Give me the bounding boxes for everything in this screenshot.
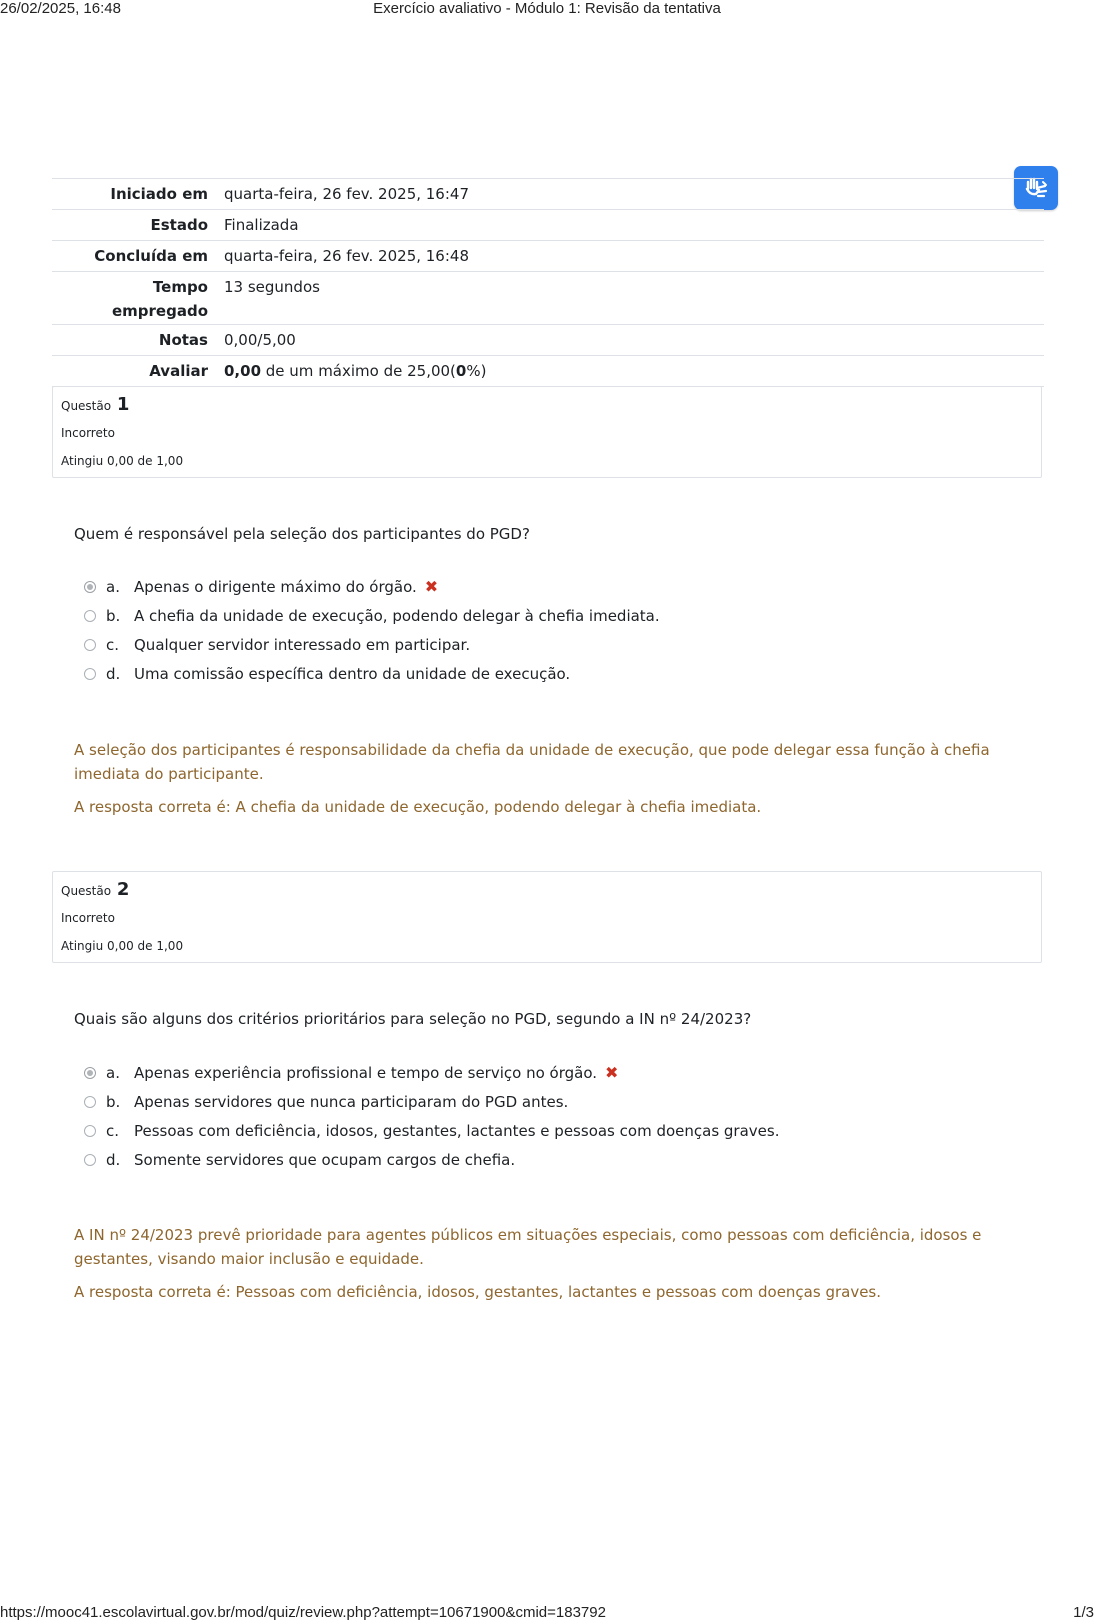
answer-text: A chefia da unidade de execução, podendo delegar à chefia imediata. xyxy=(134,606,660,625)
feedback-box xyxy=(74,1223,1014,1304)
summary-value: Finalizada xyxy=(224,216,299,234)
feedback-box xyxy=(74,738,1014,819)
question-number-value: 1 xyxy=(116,394,130,415)
radio-button[interactable] xyxy=(84,1154,96,1166)
question-info-box xyxy=(52,871,1042,963)
question-grade: Atingiu 0,00 de 1,00 xyxy=(61,939,184,953)
question-number xyxy=(61,391,1033,419)
summary-label: Iniciado em xyxy=(110,185,208,203)
answer-text: Apenas servidores que nunca participaram do PGD antes. xyxy=(134,1092,569,1111)
radio-selected[interactable] xyxy=(84,1067,96,1079)
answer-option[interactable] xyxy=(82,630,982,659)
question-number xyxy=(61,876,1033,904)
radio-button[interactable] xyxy=(84,668,96,680)
answer-option[interactable] xyxy=(82,572,982,601)
summary-value: 13 segundos xyxy=(224,278,320,296)
answer-text: Pessoas com deficiência, idosos, gestantes, lactantes e pessoas com doenças graves. xyxy=(134,1121,780,1140)
summary-row-started xyxy=(52,179,1044,210)
print-date: 26/02/2025, 16:48 xyxy=(0,0,121,17)
answer-letter: a. xyxy=(106,1063,120,1082)
summary-label: Avaliar xyxy=(149,362,208,380)
summary-label: Tempo empregado xyxy=(111,278,208,320)
answer-option[interactable] xyxy=(82,601,982,630)
question-label: Questão xyxy=(61,884,112,898)
radio-button[interactable] xyxy=(84,1096,96,1108)
summary-row-grade xyxy=(52,356,1044,387)
grade-middle: de um máximo de 25,00( xyxy=(261,362,456,380)
question-grade: Atingiu 0,00 de 1,00 xyxy=(61,454,184,468)
answer-text: Somente servidores que ocupam cargos de chefia. xyxy=(134,1150,516,1169)
radio-selected[interactable] xyxy=(84,581,96,593)
question-info-box xyxy=(52,386,1042,478)
radio-button[interactable] xyxy=(84,1125,96,1137)
answer-text: Apenas o dirigente máximo do órgão. xyxy=(134,577,417,596)
summary-row-completed xyxy=(52,241,1044,272)
answer-letter: b. xyxy=(106,606,121,625)
general-feedback: A seleção dos participantes é responsabilidade da chefia da unidade de execução, que pode delegar essa função à chefia imediata do participante. xyxy=(74,741,990,783)
print-header xyxy=(0,0,1094,18)
answer-text: Apenas experiência profissional e tempo de serviço no órgão. xyxy=(134,1063,598,1082)
general-feedback: A IN nº 24/2023 prevê prioridade para agentes públicos em situações especiais, como pessoas com deficiência, idosos e gestantes, visando maior inclusão e equidade. xyxy=(74,1226,982,1268)
question-state: Incorreto xyxy=(61,426,115,440)
answer-letter: d. xyxy=(106,664,121,683)
question-number-value: 2 xyxy=(116,879,130,900)
summary-label: Estado xyxy=(150,216,208,234)
print-url: https://mooc41.escolavirtual.gov.br/mod/quiz/review.php?attempt=10671900&cmid=183792 xyxy=(0,1604,606,1621)
attempt-summary-table xyxy=(52,178,1044,387)
print-title: Exercício avaliativo - Módulo 1: Revisão da tentativa xyxy=(373,0,721,17)
answer-text: Uma comissão específica dentro da unidade de execução. xyxy=(134,664,571,683)
answer-text: Qualquer servidor interessado em participar. xyxy=(134,635,471,654)
answer-option[interactable] xyxy=(82,659,982,688)
answer-option[interactable] xyxy=(82,1087,982,1116)
grade-end: %) xyxy=(466,362,487,380)
right-answer: A resposta correta é: Pessoas com deficiência, idosos, gestantes, lactantes e pessoas com doenças graves. xyxy=(74,1283,882,1301)
radio-button[interactable] xyxy=(84,610,96,622)
grade-score: 0,00 xyxy=(224,362,262,380)
summary-row-state xyxy=(52,210,1044,241)
incorrect-icon: ✖ xyxy=(605,1063,619,1082)
answer-option[interactable] xyxy=(82,1116,982,1145)
answer-letter: d. xyxy=(106,1150,121,1169)
answer-letter: c. xyxy=(106,1121,120,1140)
grade-percent: 0 xyxy=(455,362,467,380)
question-text: Quais são alguns dos critérios prioritários para seleção no PGD, segundo a IN nº 24/2023? xyxy=(74,1010,752,1028)
question-text: Quem é responsável pela seleção dos participantes do PGD? xyxy=(74,525,530,543)
answer-list xyxy=(82,572,982,688)
answer-option[interactable] xyxy=(82,1058,982,1087)
right-answer: A resposta correta é: A chefia da unidade de execução, podendo delegar à chefia imediata. xyxy=(74,798,762,816)
answer-option[interactable] xyxy=(82,1145,982,1174)
answer-list xyxy=(82,1058,982,1174)
answer-letter: b. xyxy=(106,1092,121,1111)
radio-button[interactable] xyxy=(84,639,96,651)
summary-label: Notas xyxy=(158,331,208,349)
incorrect-icon: ✖ xyxy=(424,577,439,596)
summary-value: quarta-feira, 26 fev. 2025, 16:47 xyxy=(224,185,469,203)
answer-letter: c. xyxy=(106,635,120,654)
summary-value xyxy=(222,356,1044,387)
summary-row-time xyxy=(52,272,1044,325)
question-label: Questão xyxy=(61,399,112,413)
summary-value: quarta-feira, 26 fev. 2025, 16:48 xyxy=(224,247,469,265)
answer-letter: a. xyxy=(106,577,120,596)
print-footer xyxy=(0,1604,1094,1622)
summary-row-marks xyxy=(52,325,1044,356)
summary-label: Concluída em xyxy=(94,247,208,265)
summary-value: 0,00/5,00 xyxy=(224,331,296,349)
question-state: Incorreto xyxy=(61,911,115,925)
print-page-number: 1/3 xyxy=(1073,1604,1094,1621)
